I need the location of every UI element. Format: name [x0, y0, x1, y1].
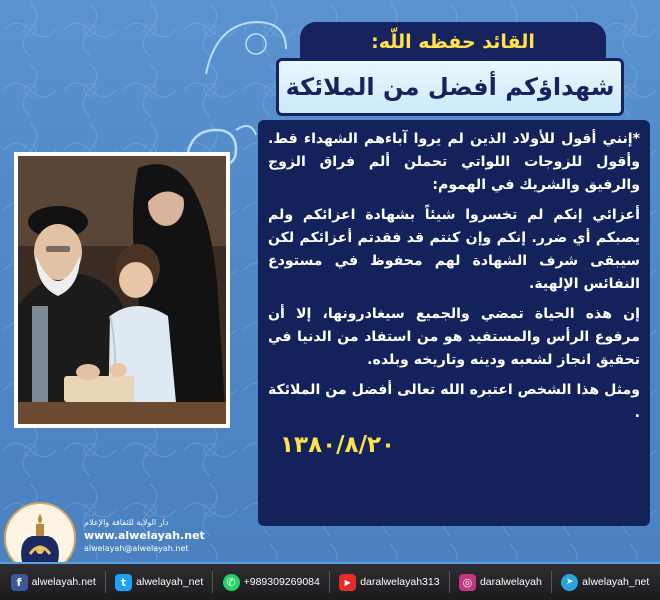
- youtube-icon: ▶: [339, 574, 356, 591]
- title-banner: [276, 58, 624, 116]
- social-whatsapp[interactable]: [223, 574, 320, 591]
- instagram-label: daralwelayah: [479, 576, 542, 588]
- email-link[interactable]: alwelayah@alwelayah.net: [84, 544, 189, 553]
- instagram-icon: ◎: [459, 574, 476, 591]
- divider: [551, 571, 552, 593]
- social-footer: [0, 562, 660, 600]
- quote-paragraph-3: إن هذه الحياة تمضي والجميع سيغادرونها، إلا أن مرفوع الرأس والمستفيد هو من استفاد من الدنيا في تحقيق انجاز لشعبه ودينه وتاريخه وبلده.: [268, 306, 640, 368]
- org-name: دار الولاية للثقافة والإعلام: [84, 518, 169, 527]
- logo-info: [84, 516, 264, 555]
- divider: [329, 571, 330, 593]
- twitter-icon: t: [115, 574, 132, 591]
- social-telegram[interactable]: [561, 574, 649, 591]
- social-instagram[interactable]: [459, 574, 542, 591]
- social-facebook[interactable]: [11, 574, 96, 591]
- photo-illustration: [18, 156, 226, 424]
- quote-paragraph-1: *إنني أقول للأولاد الذين لم يروا آباءهم الشهداء قط. وأقول للزوجات اللواتي تحملن ألم فراق الزوج والرفيق والشريك في الهموم:: [268, 131, 640, 193]
- divider: [449, 571, 450, 593]
- photo: [14, 152, 230, 428]
- speaker-banner: [300, 22, 606, 62]
- quote-date: ۱۳۸۰/۸/۲۰: [280, 432, 396, 458]
- whatsapp-icon: ✆: [223, 574, 240, 591]
- quote-paragraph-4: ومثل هذا الشخص اعتبره الله تعالى أفضل من الملائكة .: [268, 382, 640, 421]
- social-twitter[interactable]: [115, 574, 203, 591]
- website-link[interactable]: www.alwelayah.net: [84, 529, 205, 542]
- quote-panel: [258, 120, 650, 526]
- divider: [212, 571, 213, 593]
- logo-emblem-icon: [14, 510, 66, 566]
- speaker-label: القائد حفظه اللّه:: [371, 31, 535, 53]
- whatsapp-label: +989309269084: [243, 576, 320, 588]
- quote-paragraph-2: أعزائي إنكم لم تخسروا شيئاً بشهادة اعزائكم ولم يصبكم أي ضرر. إنكم وإن كنتم قد فقدتم أعزائكم لكن سيبقى شرف الشهادة لهم محفوظ في مستودع النفائس الإلهية.: [268, 207, 640, 292]
- divider: [105, 571, 106, 593]
- youtube-label: daralwelayah313: [360, 576, 440, 588]
- page-title: شهداؤكم أفضل من الملائكة: [285, 73, 615, 101]
- telegram-icon: ➤: [561, 574, 578, 591]
- facebook-icon: f: [11, 574, 28, 591]
- twitter-label: alwelayah_net: [136, 576, 204, 588]
- social-youtube[interactable]: [339, 574, 439, 591]
- facebook-label: alwelayah.net: [31, 576, 96, 588]
- telegram-label: alwelayah_net: [582, 576, 650, 588]
